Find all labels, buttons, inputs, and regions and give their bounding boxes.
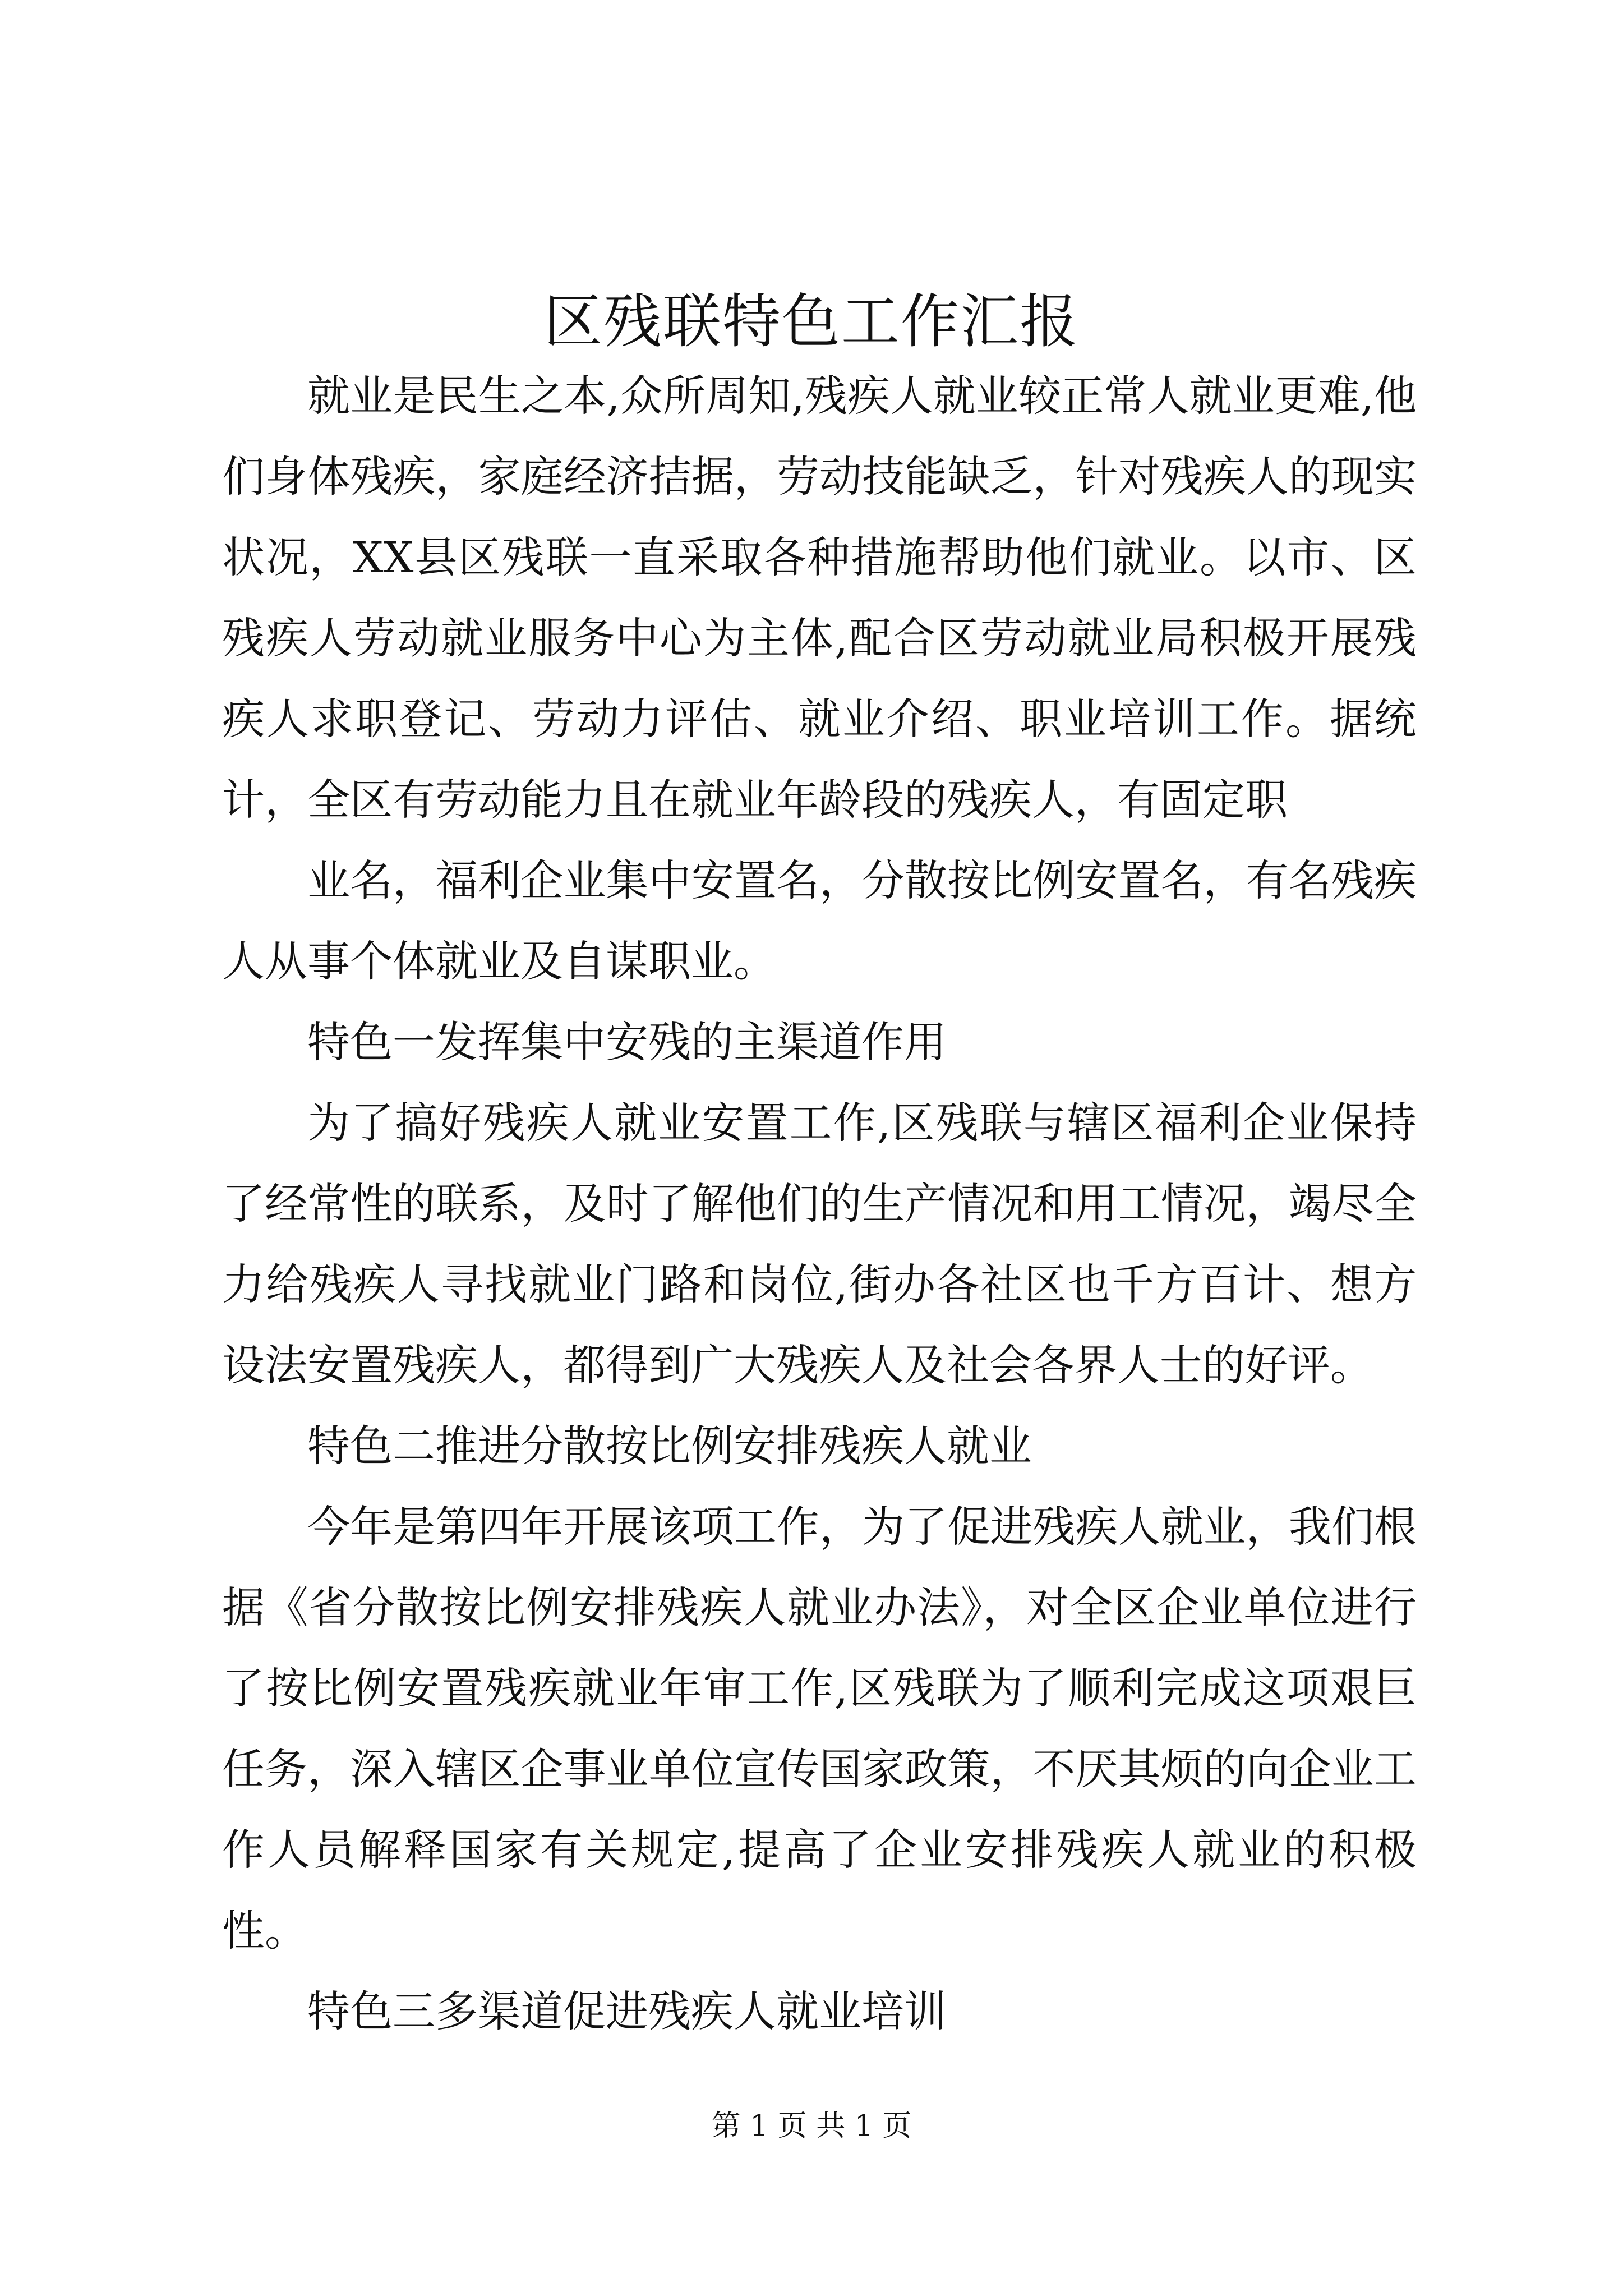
paragraph-intro: 就业是民生之本,众所周知,残疾人就业较正常人就业更难,他们身体残疾，家庭经济拮据，劳动技能缺乏，针对残疾人的现实状况，XX县区残联一直采取各种措施帮助他们就业。以市、区残疾人劳动就业服务中心为主体,配合区劳动就业局积极开展残疾人求职登记、劳动力评估、就业介绍、职业培训工作。据统计，全区有劳动能力且在就业年龄段的残疾人，有固定职: [222, 371, 1417, 825]
paragraph-intro-continued: 业名，福利企业集中安置名，分散按比例安置名，有名残疾人从事个体就业及自谋职业。: [222, 855, 1417, 986]
section-heading-feature-3: 特色三多渠道促进残疾人就业培训: [307, 1986, 947, 2036]
document-body: [222, 356, 1417, 2052]
section-heading-feature-1: 特色一发挥集中安残的主渠道作用: [307, 1017, 947, 1067]
page-footer: 第 1 页 共 1 页: [711, 2109, 912, 2143]
section-heading-feature-2: 特色二推进分散按比例安排残疾人就业: [307, 1421, 1032, 1471]
document-title: 区残联特色工作汇报: [543, 287, 1079, 356]
paragraph-feature-1: 为了搞好残疾人就业安置工作,区残联与辖区福利企业保持了经常性的联系，及时了解他们的生产情况和用工情况，竭尽全力给残疾人寻找就业门路和岗位,街办各社区也千方百计、想方设法安置残疾人，都得到广大残疾人及社会各界人士的好评。: [222, 1098, 1417, 1390]
paragraph-feature-2: 今年是第四年开展该项工作，为了促进残疾人就业，我们根据《省分散按比例安排残疾人就业办法》，对全区企业单位进行了按比例安置残疾就业年审工作,区残联为了顺利完成这项艰巨任务，深入辖区企事业单位宣传国家政策，不厌其烦的向企业工作人员解释国家有关规定,提高了企业安排残疾人就业的积极性。: [222, 1502, 1417, 1955]
